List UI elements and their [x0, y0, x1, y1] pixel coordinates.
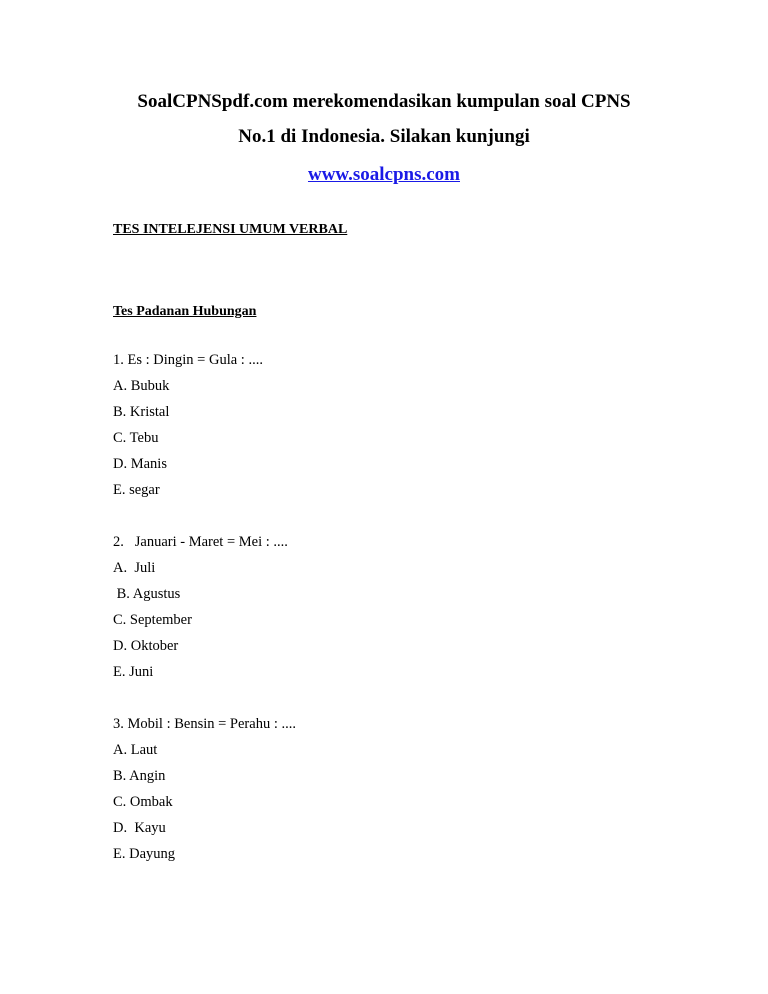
option-3d: D. Kayu [113, 820, 166, 836]
section-title: TES INTELEJENSI UMUM VERBAL [113, 222, 348, 237]
option-3c: C. Ombak [113, 794, 173, 810]
option-2c: C. September [113, 612, 192, 628]
option-2b: B. Agustus [113, 586, 181, 602]
option-2d: D. Oktober [113, 638, 179, 654]
option-1b: B. Kristal [113, 404, 170, 420]
option-3b: B. Angin [113, 768, 166, 784]
option-1e: E. segar [113, 482, 160, 498]
option-1a: A. Bubuk [113, 378, 170, 394]
question-1: 1. Es : Dingin = Gula : .... [113, 352, 263, 368]
option-2e: E. Juni [113, 664, 154, 680]
website-link[interactable]: www.soalcpns.com [307, 164, 460, 185]
header-line-2: No.1 di Indonesia. Silakan kunjungi [238, 126, 530, 147]
option-1d: D. Manis [113, 456, 167, 472]
question-3: 3. Mobil : Bensin = Perahu : .... [113, 716, 296, 732]
option-2a: A. Juli [113, 560, 156, 576]
option-1c: C. Tebu [113, 430, 159, 446]
option-3a: A. Laut [113, 742, 158, 758]
option-3e: E. Dayung [113, 846, 176, 862]
header-line-1: SoalCPNSpdf.com merekomendasikan kumpulan soal CPNS [137, 91, 631, 112]
section-subtitle: Tes Padanan Hubungan [113, 304, 257, 319]
question-2: 2. Januari - Maret = Mei : .... [113, 534, 288, 550]
